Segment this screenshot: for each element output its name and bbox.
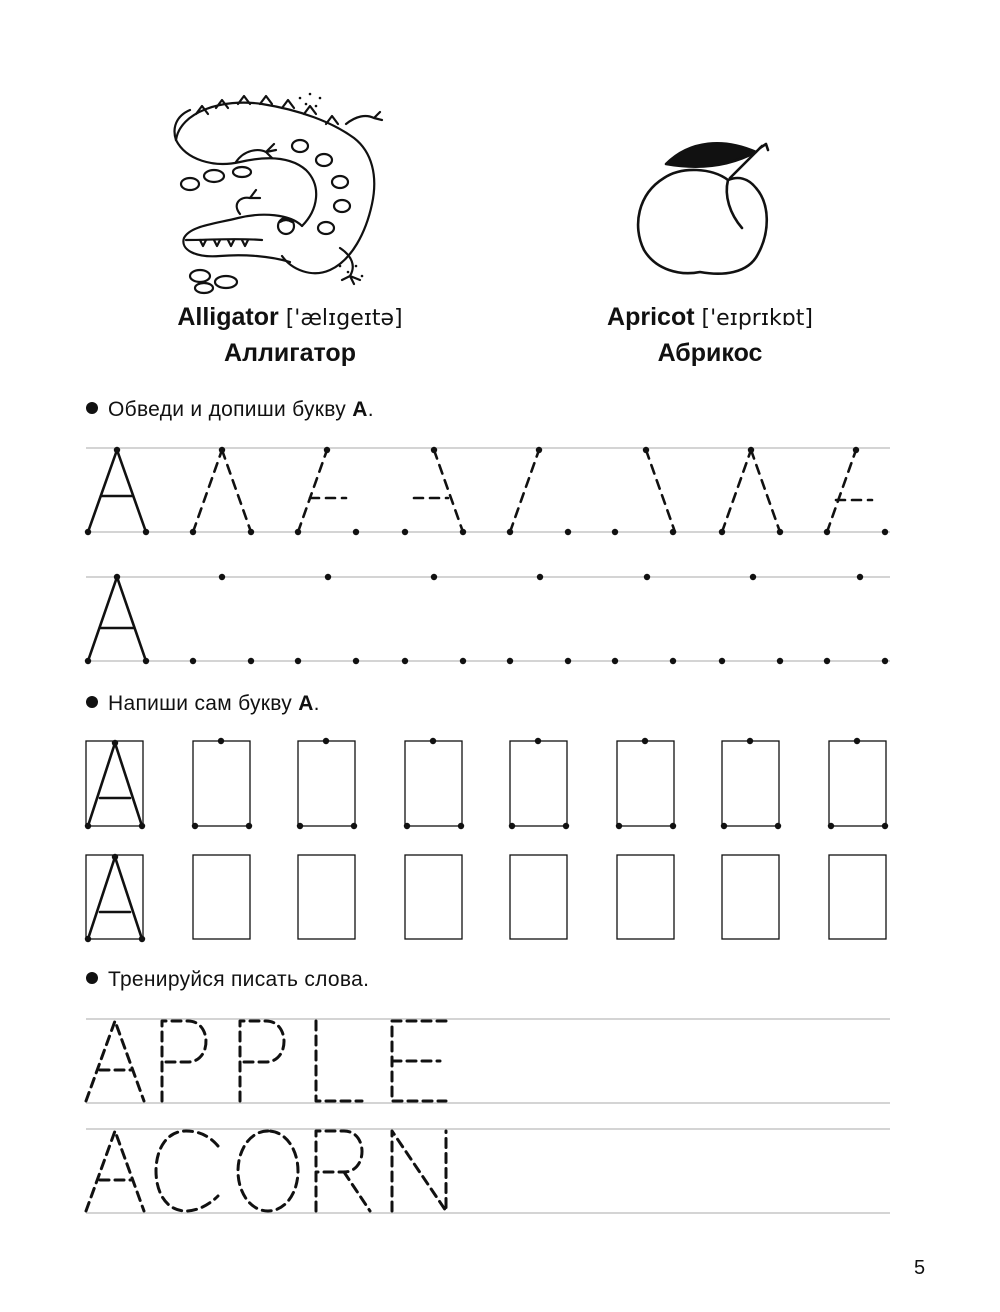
- guide-dot: [295, 529, 301, 535]
- guide-dot: [192, 823, 198, 829]
- guide-dot: [612, 658, 618, 664]
- guide-dot: [324, 447, 330, 453]
- letter-box: [510, 855, 567, 939]
- letter-box: [829, 741, 886, 826]
- guide-dot: [612, 529, 618, 535]
- letter-box: [86, 855, 143, 939]
- guide-dot: [143, 529, 149, 535]
- guide-dot: [402, 529, 408, 535]
- guide-dot: [882, 823, 888, 829]
- guide-dot: [85, 529, 91, 535]
- letter-box: [86, 741, 143, 826]
- guide-dot: [112, 740, 118, 746]
- letter-stroke: [88, 743, 115, 826]
- letter-box: [298, 741, 355, 826]
- guide-dot: [507, 658, 513, 664]
- letter-stroke: [510, 450, 539, 532]
- letter-box: [617, 855, 674, 939]
- guide-dot: [643, 447, 649, 453]
- guide-dot: [295, 658, 301, 664]
- guide-dot: [353, 658, 359, 664]
- letter-stroke: [298, 450, 327, 532]
- guide-dot: [777, 658, 783, 664]
- dashed-letter-c: [156, 1131, 218, 1211]
- guide-dot: [219, 574, 225, 580]
- guide-dot: [824, 529, 830, 535]
- letter-stroke: [222, 450, 251, 532]
- dashed-letter-o: [238, 1131, 298, 1211]
- letter-box: [829, 855, 886, 939]
- letter-box: [298, 855, 355, 939]
- guide-dot: [537, 574, 543, 580]
- guide-dot: [750, 574, 756, 580]
- guide-dot: [112, 854, 118, 860]
- letter-stroke: [117, 450, 146, 532]
- letter-stroke: [434, 450, 463, 532]
- letter-stroke: [115, 743, 142, 826]
- guide-dot: [747, 738, 753, 744]
- letter-stroke: [722, 450, 751, 532]
- letter-stroke: [88, 857, 115, 939]
- guide-dot: [351, 823, 357, 829]
- guide-dot: [143, 658, 149, 664]
- guide-dot: [509, 823, 515, 829]
- guide-dot: [139, 936, 145, 942]
- dashed-letter-e: [392, 1021, 446, 1101]
- guide-dot: [775, 823, 781, 829]
- transcription: ['eɪprɪkɒt]: [701, 306, 813, 331]
- dashed-letter-a: [86, 1021, 144, 1101]
- letter-box: [193, 741, 250, 826]
- english-word: Alligator: [177, 303, 279, 331]
- guide-dot: [458, 823, 464, 829]
- guide-dot: [824, 658, 830, 664]
- guide-dot: [431, 574, 437, 580]
- guide-dot: [882, 658, 888, 664]
- dashed-letter-n: [392, 1131, 446, 1211]
- russian-word: Абрикос: [657, 339, 763, 367]
- guide-dot: [853, 447, 859, 453]
- guide-dot: [670, 823, 676, 829]
- letter-box: [722, 855, 779, 939]
- guide-dot: [323, 738, 329, 744]
- instruction-trace: Обведи и допиши букву А.: [86, 398, 374, 422]
- guide-dot: [85, 936, 91, 942]
- letter-box: [405, 855, 462, 939]
- guide-dot: [535, 738, 541, 744]
- practice-word-apple: [86, 1010, 89, 1011]
- letter-stroke: [117, 577, 146, 661]
- transcription: ['ælɪgeɪtə]: [285, 306, 403, 331]
- guide-dot: [721, 823, 727, 829]
- page-number: 5: [914, 1257, 926, 1279]
- english-word: Apricot: [607, 303, 695, 331]
- guide-dot: [404, 823, 410, 829]
- instruction-words: Тренируйся писать слова.: [86, 968, 369, 992]
- dashed-letter-r: [316, 1131, 370, 1211]
- guide-dot: [565, 658, 571, 664]
- dashed-letter-p: [240, 1021, 284, 1101]
- letter-box: [193, 855, 250, 939]
- guide-dot: [460, 658, 466, 664]
- instruction-write: Напиши сам букву А.: [86, 692, 320, 716]
- letter-stroke: [88, 577, 117, 661]
- guide-dot: [248, 529, 254, 535]
- guide-dot: [353, 529, 359, 535]
- guide-dot: [854, 738, 860, 744]
- guide-dot: [507, 529, 513, 535]
- guide-dot: [139, 823, 145, 829]
- letter-stroke: [646, 450, 675, 532]
- guide-dot: [563, 823, 569, 829]
- guide-dot: [565, 529, 571, 535]
- guide-dot: [190, 529, 196, 535]
- letter-box: [405, 741, 462, 826]
- guide-dot: [642, 738, 648, 744]
- guide-dot: [882, 529, 888, 535]
- guide-dot: [246, 823, 252, 829]
- guide-dot: [190, 658, 196, 664]
- guide-dot: [431, 447, 437, 453]
- guide-dot: [644, 574, 650, 580]
- guide-dot: [114, 574, 120, 580]
- russian-word: Аллигатор: [224, 339, 356, 367]
- letter-box: [617, 741, 674, 826]
- letter-box: [722, 741, 779, 826]
- letter-stroke: [751, 450, 780, 532]
- guide-dot: [777, 529, 783, 535]
- guide-dot: [218, 738, 224, 744]
- letter-stroke: [88, 450, 117, 532]
- dashed-letter-l: [316, 1021, 362, 1101]
- guide-dot: [719, 658, 725, 664]
- guide-dot: [219, 447, 225, 453]
- guide-dot: [430, 738, 436, 744]
- guide-dot: [670, 658, 676, 664]
- guide-dot: [828, 823, 834, 829]
- letter-stroke: [193, 450, 222, 532]
- guide-dot: [85, 658, 91, 664]
- guide-dot: [460, 529, 466, 535]
- letter-stroke: [115, 857, 142, 939]
- dashed-letter-a: [86, 1131, 144, 1211]
- dashed-letter-p: [162, 1021, 206, 1101]
- guide-dot: [536, 447, 542, 453]
- letter-box: [510, 741, 567, 826]
- guide-dot: [297, 823, 303, 829]
- guide-dot: [857, 574, 863, 580]
- guide-dot: [402, 658, 408, 664]
- guide-dot: [748, 447, 754, 453]
- guide-dot: [114, 447, 120, 453]
- guide-dot: [325, 574, 331, 580]
- guide-dot: [85, 823, 91, 829]
- guide-dot: [719, 529, 725, 535]
- letter-stroke: [827, 450, 856, 532]
- guide-dot: [616, 823, 622, 829]
- guide-dot: [248, 658, 254, 664]
- practice-word-acorn: [86, 1120, 90, 1121]
